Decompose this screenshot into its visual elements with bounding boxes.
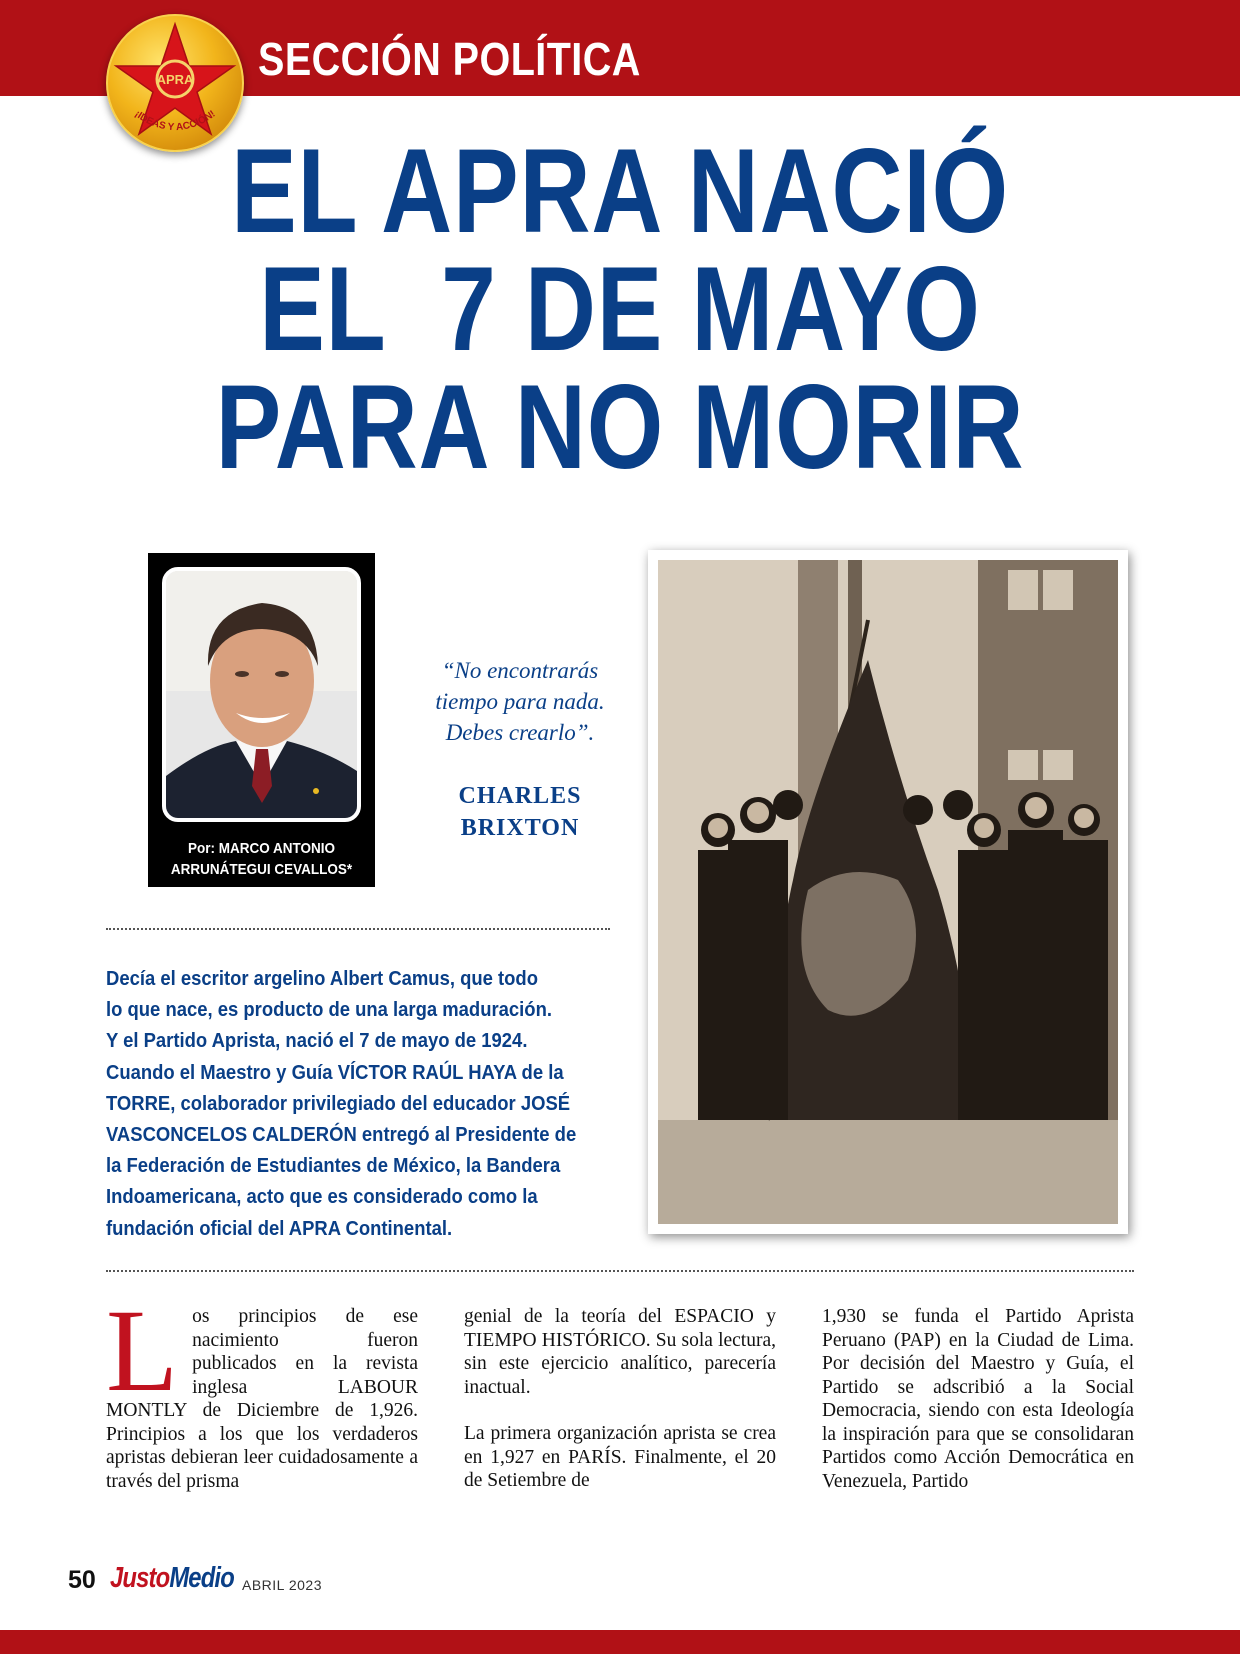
body-paragraph: 1,930 se funda el Partido Aprista Peruano (PAP) en la Ciudad de Lima. Por decisión del Maestro y Guía, el Partido se adscribió a la Social Democracia, siendo con esta Ideología la inspiración para que se consolidaran Partidos como Acción Democrática en Venezuela, Partido bbox=[822, 1306, 1134, 1492]
epigraph-author: CHARLES BRIXTON bbox=[458, 783, 582, 841]
magazine-logo: JustoMedio bbox=[110, 1562, 234, 1594]
body-paragraph: os principios de ese nacimiento fueron publicados en la revista inglesa LABOUR MONTLY de Diciembre de 1,926. Principios a los que los verdaderos apristas debieran leer cuidadosamente a través del prisma bbox=[106, 1306, 418, 1492]
flag-ceremony-photo bbox=[658, 560, 1118, 1224]
body-paragraph: genial de la teoría del ESPACIO y TIEMPO HISTÓRICO. Su sola lectura, sin este ejercicio analítico, parecería inactual. bbox=[464, 1306, 776, 1398]
dotted-divider bbox=[106, 1270, 1134, 1272]
headline-line-2: EL 7 DE MAYO bbox=[259, 242, 981, 376]
author-box bbox=[148, 553, 375, 887]
historical-photo bbox=[648, 550, 1128, 1234]
epigraph-quote: “No encontrarás tiempo para nada. Debes crearlo”. bbox=[435, 658, 605, 745]
svg-text:¡IDEAS Y ACCIÓN!: ¡IDEAS Y ACCIÓN! bbox=[132, 108, 218, 134]
headline-line-3: PARA NO MORIR bbox=[215, 360, 1025, 494]
issue-date: ABRIL 2023 bbox=[242, 1577, 322, 1593]
page-number: 50 bbox=[68, 1566, 96, 1594]
lead-paragraph: Decía el escritor argelino Albert Camus, que todo lo que nace, es producto de una larga maduración. Y el Partido Aprista, nació el 7 de mayo de 1924. Cuando el Maestro y Guía VÍCTOR RAÚL HAYA de la TORRE, colaborador privilegiado del educador JOSÉ VASCONCELOS CALDERÓN entregó al Presidente de la Federación de Estudiantes de México, la Bandera Indoamericana, acto que es considerado como la fundación oficial del APRA Continental. bbox=[106, 967, 577, 1240]
headline-line-1: EL APRA NACIÓ bbox=[231, 124, 1009, 258]
body-column-3 bbox=[822, 1305, 1134, 1516]
body-column-2 bbox=[464, 1305, 776, 1516]
body-paragraph: La primera organización aprista se crea en 1,927 en PARÍS. Finalmente, el 20 de Setiembre de bbox=[464, 1423, 776, 1491]
footer-bar bbox=[0, 1630, 1240, 1654]
headline bbox=[0, 124, 1240, 494]
dotted-divider bbox=[106, 928, 610, 930]
body-column-1 bbox=[106, 1285, 418, 1516]
author-photo bbox=[162, 567, 361, 822]
section-title: SECCIÓN POLÍTICA bbox=[258, 33, 641, 85]
drop-cap: L bbox=[106, 1285, 179, 1416]
svg-text:APRA: APRA bbox=[156, 72, 194, 87]
author-byline: Por: MARCO ANTONIO ARRUNÁTEGUI CEVALLOS* bbox=[170, 840, 353, 878]
